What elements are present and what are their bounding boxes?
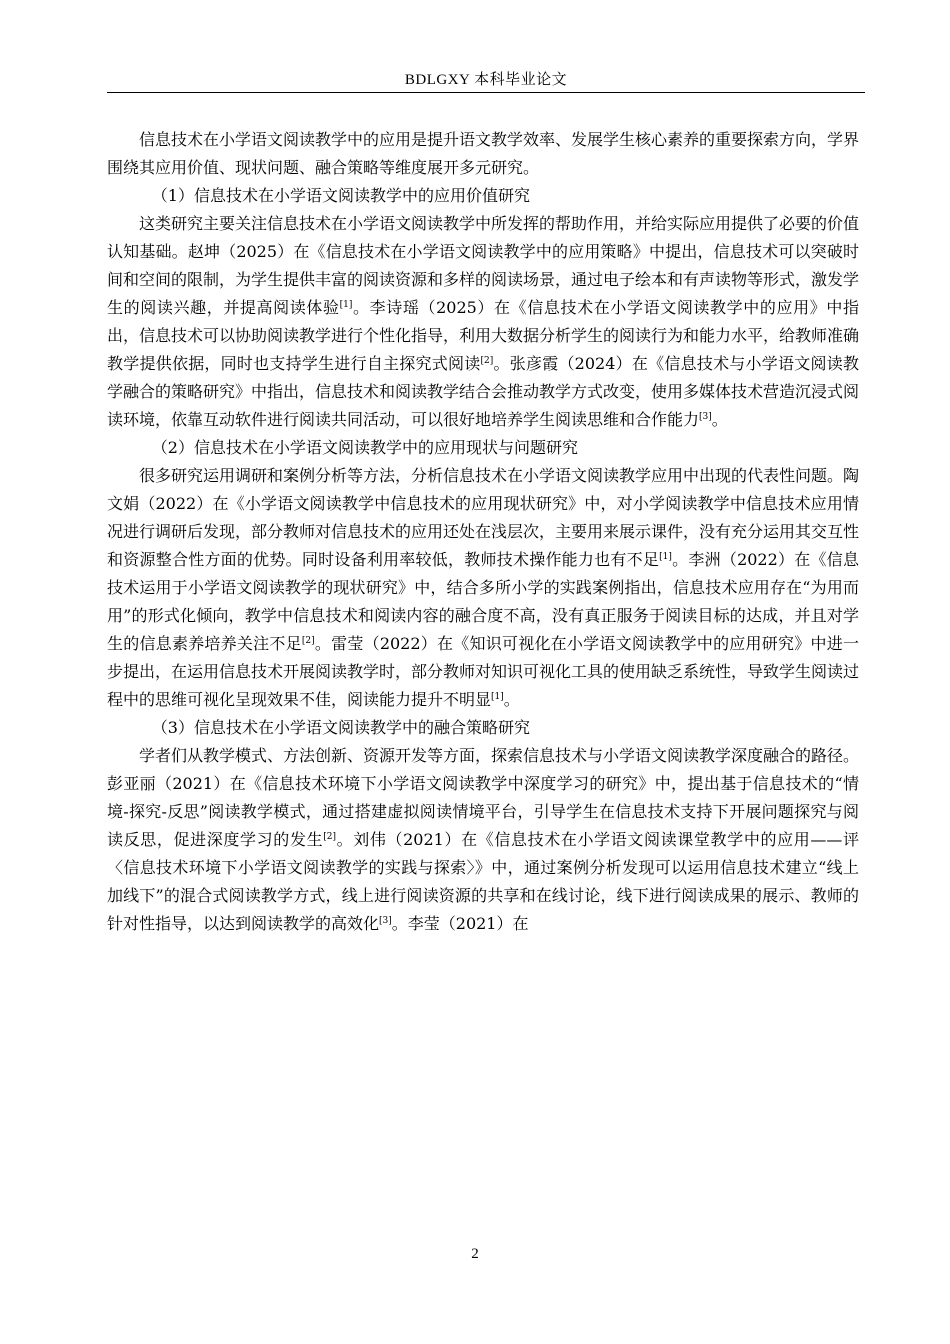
section-heading-1: （1）信息技术在小学语文阅读教学中的应用价值研究: [151, 186, 530, 205]
text-run: 很多研究运用调研和案例分析等方法，分析信息技术在小学语文阅读教学应用中出现的代表性问题。陶文娟（2022）在《小学语文阅读教学中信息技术的应用现状研究》中，对小学阅读教学中信息技术应用情况进行调研后发现，部分教师对信息技术的应用还处在浅层次，主要用来展示课件，没有充分运用其交互性和资源整合性方面的优势。同时设备利用率较低，教师技术操作能力也有不足: [107, 466, 860, 569]
text-run: 。雷莹（2022）在《知识可视化在小学语文阅读教学中的应用研究》中进一步提出，在运用信息技术开展阅读教学时，部分教师对知识可视化工具的使用缺乏系统性，导致学生阅读过程中的思维可视化呈现效果不佳，阅读能力提升不明显: [107, 634, 860, 709]
citation-ref: [2]: [323, 832, 336, 842]
citation-ref: [2]: [480, 356, 494, 366]
text-run: 。张彦霞（2024）在《信息技术与小学语文阅读教学融合的策略研究》中指出，信息技术和阅读教学结合会推动教学方式改变，使用多媒体技术营造沉浸式阅读环境，依靠互动软件进行阅读共同活动，可以很好地培养学生阅读思维和合作能力: [107, 354, 860, 429]
citation-ref: [1]: [339, 300, 353, 310]
text-run: 。李诗瑶（2025）在《信息技术在小学语文阅读教学中的应用》中指出，信息技术可以协助阅读教学进行个性化指导，利用大数据分析学生的阅读行为和能力水平，给教师准确教学提供依据，同时也支持学生进行自主探究式阅读: [107, 298, 860, 373]
text-run: 学者们从教学模式、方法创新、资源开发等方面，探索信息技术与小学语文阅读教学深度融合的路径。彭亚丽（2021）在《信息技术环境下小学语文阅读教学中深度学习的研究》中，提出基于信息技术的“情境-探究-反思”阅读教学模式，通过搭建虚拟阅读情境平台，引导学生在信息技术支持下开展问题探究与阅读反思，促进深度学习的发生: [107, 746, 860, 849]
text-run: 。刘伟（2021）在《信息技术在小学语文阅读课堂教学中的应用——评〈信息技术环境下小学语文阅读教学的实践与探索〉》中，通过案例分析发现可以运用信息技术建立“线上加线下”的混合式阅读教学方式，线上进行阅读资源的共享和在线讨论，线下进行阅读成果的展示、教师的针对性指导，以达到阅读教学的高效化: [107, 830, 859, 933]
page-number: 2: [471, 1246, 479, 1262]
section-heading-2: （2）信息技术在小学语文阅读教学中的应用现状与问题研究: [151, 438, 578, 457]
text-run: 这类研究主要关注信息技术在小学语文阅读教学中所发挥的帮助作用，并给实际应用提供了必要的价值认知基础。赵坤（2025）在《信息技术在小学语文阅读教学中的应用策略》中提出，信息技术可以突破时间和空间的限制，为学生提供丰富的阅读资源和多样的阅读场景，通过电子绘本和有声读物等形式，激发学生的阅读兴趣，并提高阅读体验: [107, 214, 860, 317]
section-heading-3: （3）信息技术在小学语文阅读教学中的融合策略研究: [151, 718, 530, 737]
paragraph-3: [107, 742, 859, 938]
header-rule: [107, 92, 865, 93]
paper-body: [107, 126, 859, 938]
citation-ref: [1]: [659, 552, 672, 562]
text-run: 。: [503, 690, 520, 709]
text-run: 。: [711, 410, 728, 429]
text-run: 。李洲（2022）在《信息技术运用于小学语文阅读教学的现状研究》中，结合多所小学的实践案例指出，信息技术应用存在“为用而用”的形式化倾向，教学中信息技术和阅读内容的融合度不高，没有真正服务于阅读目标的达成，并且对学生的信息素养培养关注不足: [107, 550, 859, 653]
text-run: 。李莹（2021）在: [391, 914, 529, 933]
citation-ref: [3]: [699, 412, 712, 422]
citation-ref: [1]: [491, 692, 504, 702]
paragraph-2: [107, 462, 859, 714]
paragraph-1: [107, 210, 859, 434]
intro-paragraph: 信息技术在小学语文阅读教学中的应用是提升语文教学效率、发展学生核心素养的重要探索方向，学界围绕其应用价值、现状问题、融合策略等维度展开多元研究。: [107, 130, 860, 177]
citation-ref: [2]: [301, 636, 315, 646]
citation-ref: [3]: [379, 916, 392, 926]
running-header: BDLGXY 本科毕业论文: [404, 72, 568, 88]
